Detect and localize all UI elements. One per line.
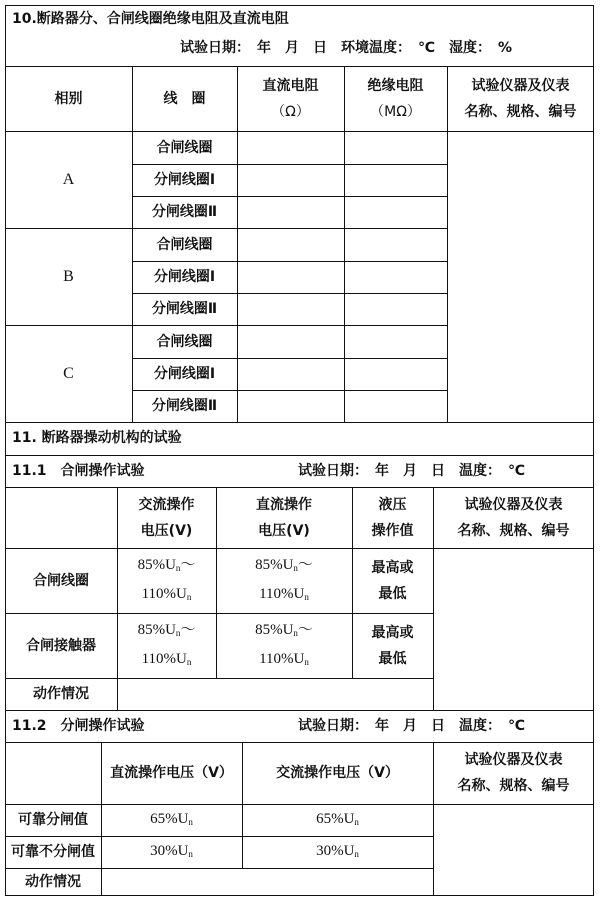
ac-no-trip-value: $30\%U_n$ bbox=[316, 842, 359, 859]
ac-trip-value: $65\%U_n$ bbox=[316, 810, 359, 827]
coil-label: 合闸线圈 bbox=[156, 139, 213, 156]
header-dc-voltage bbox=[216, 487, 352, 548]
header-ac-voltage bbox=[117, 487, 216, 548]
coil-label: 分闸线圈Ⅱ bbox=[151, 398, 218, 414]
row-label-closing-contactor: 合闸接触器 bbox=[26, 637, 96, 654]
section-11-title: 11. 断路器操动机构的试验 bbox=[12, 430, 182, 446]
header-instrument-line2: 名称、规格、编号 bbox=[457, 778, 570, 794]
header-dc-voltage: 直流操作电压（V） bbox=[110, 765, 233, 781]
coil-label: 分闸线圈Ⅰ bbox=[153, 172, 216, 188]
header-phase: 相别 bbox=[54, 90, 83, 107]
coil-label: 分闸线圈Ⅱ bbox=[151, 204, 218, 220]
coil-label: 合闸线圈 bbox=[156, 333, 213, 350]
row-label-closing-coil: 合闸线圈 bbox=[33, 572, 89, 589]
header-dc-resistance-line1: 直流电阻 bbox=[262, 77, 319, 94]
header-dc-resistance-unit: （Ω） bbox=[271, 103, 310, 120]
divider bbox=[5, 710, 594, 711]
header-instrument-line2: 名称、规格、编号 bbox=[457, 522, 570, 539]
ac-voltage-range: $85\%U_n\sim$ $110\%U_n$ bbox=[137, 556, 196, 602]
phase-a-label: A bbox=[62, 170, 75, 188]
header-dc-resistance bbox=[237, 66, 344, 131]
header-instrument-line1: 试验仪器及仪表 bbox=[464, 752, 563, 768]
dc-voltage-range: $85\%U_n\sim$ $110\%U_n$ bbox=[255, 556, 313, 602]
header-coil: 线 圈 bbox=[163, 90, 206, 107]
section-11-1-title: 11.1 合闸操作试验 bbox=[12, 463, 145, 479]
header-instrument bbox=[433, 742, 594, 804]
header-hydraulic bbox=[352, 487, 433, 548]
header-dc-voltage-line1: 直流操作 bbox=[256, 496, 312, 513]
phase-b-label: B bbox=[63, 267, 74, 285]
row-label-action: 动作情况 bbox=[25, 874, 81, 890]
row-label-reliable-trip: 可靠分闸值 bbox=[18, 812, 88, 828]
header-ac-voltage: 交流操作电压（V） bbox=[276, 765, 399, 781]
header-hydraulic-line2: 操作值 bbox=[371, 522, 414, 539]
header-ac-voltage-line2: 电压(V) bbox=[140, 522, 193, 539]
coil-label: 分闸线圈Ⅱ bbox=[151, 301, 218, 317]
section-11-2-title: 11.2 分闸操作试验 bbox=[12, 718, 145, 734]
divider bbox=[5, 422, 594, 423]
header-insulation bbox=[344, 66, 447, 131]
row-label-action: 动作情况 bbox=[33, 686, 89, 702]
header-instrument bbox=[433, 487, 594, 548]
header-instrument-line2: 名称、规格、编号 bbox=[464, 103, 577, 120]
header-instrument bbox=[447, 66, 594, 131]
dc-no-trip-value: $30\%U_n$ bbox=[150, 842, 193, 859]
section-11-2-meta: 试验日期： 年 月 日 温度： ℃ bbox=[298, 718, 525, 734]
dc-voltage-range: $85\%U_n\sim$ $110\%U_n$ bbox=[255, 621, 313, 667]
header-instrument-line1: 试验仪器及仪表 bbox=[471, 77, 570, 94]
header-hydraulic-line1: 液压 bbox=[378, 496, 407, 513]
hydraulic-value: 最高或 最低 bbox=[371, 559, 414, 602]
header-instrument-line1: 试验仪器及仪表 bbox=[464, 496, 563, 513]
section-11-1-meta: 试验日期： 年 月 日 温度： ℃ bbox=[298, 463, 525, 479]
coil-label: 合闸线圈 bbox=[156, 236, 213, 253]
ac-voltage-range: $85\%U_n\sim$ $110\%U_n$ bbox=[137, 621, 196, 667]
header-ac-voltage-line1: 交流操作 bbox=[138, 496, 195, 513]
section-10-title: 10.断路器分、合闸线圈绝缘电阻及直流电阻 bbox=[12, 11, 289, 27]
coil-label: 分闸线圈Ⅰ bbox=[153, 366, 216, 382]
header-insulation-line1: 绝缘电阻 bbox=[367, 77, 424, 94]
header-dc-voltage-line2: 电压(V) bbox=[258, 522, 310, 539]
phase-c-label: C bbox=[63, 364, 74, 382]
hydraulic-value: 最高或 最低 bbox=[371, 624, 414, 667]
dc-trip-value: $65\%U_n$ bbox=[150, 810, 193, 827]
section-10-meta: 试验日期： 年 月 日 环境温度： ℃ 湿度： % bbox=[180, 40, 512, 56]
divider bbox=[5, 455, 594, 456]
row-label-reliable-no-trip: 可靠不分闸值 bbox=[11, 844, 95, 860]
coil-label: 分闸线圈Ⅰ bbox=[153, 269, 216, 285]
header-insulation-unit: （MΩ） bbox=[370, 103, 421, 120]
